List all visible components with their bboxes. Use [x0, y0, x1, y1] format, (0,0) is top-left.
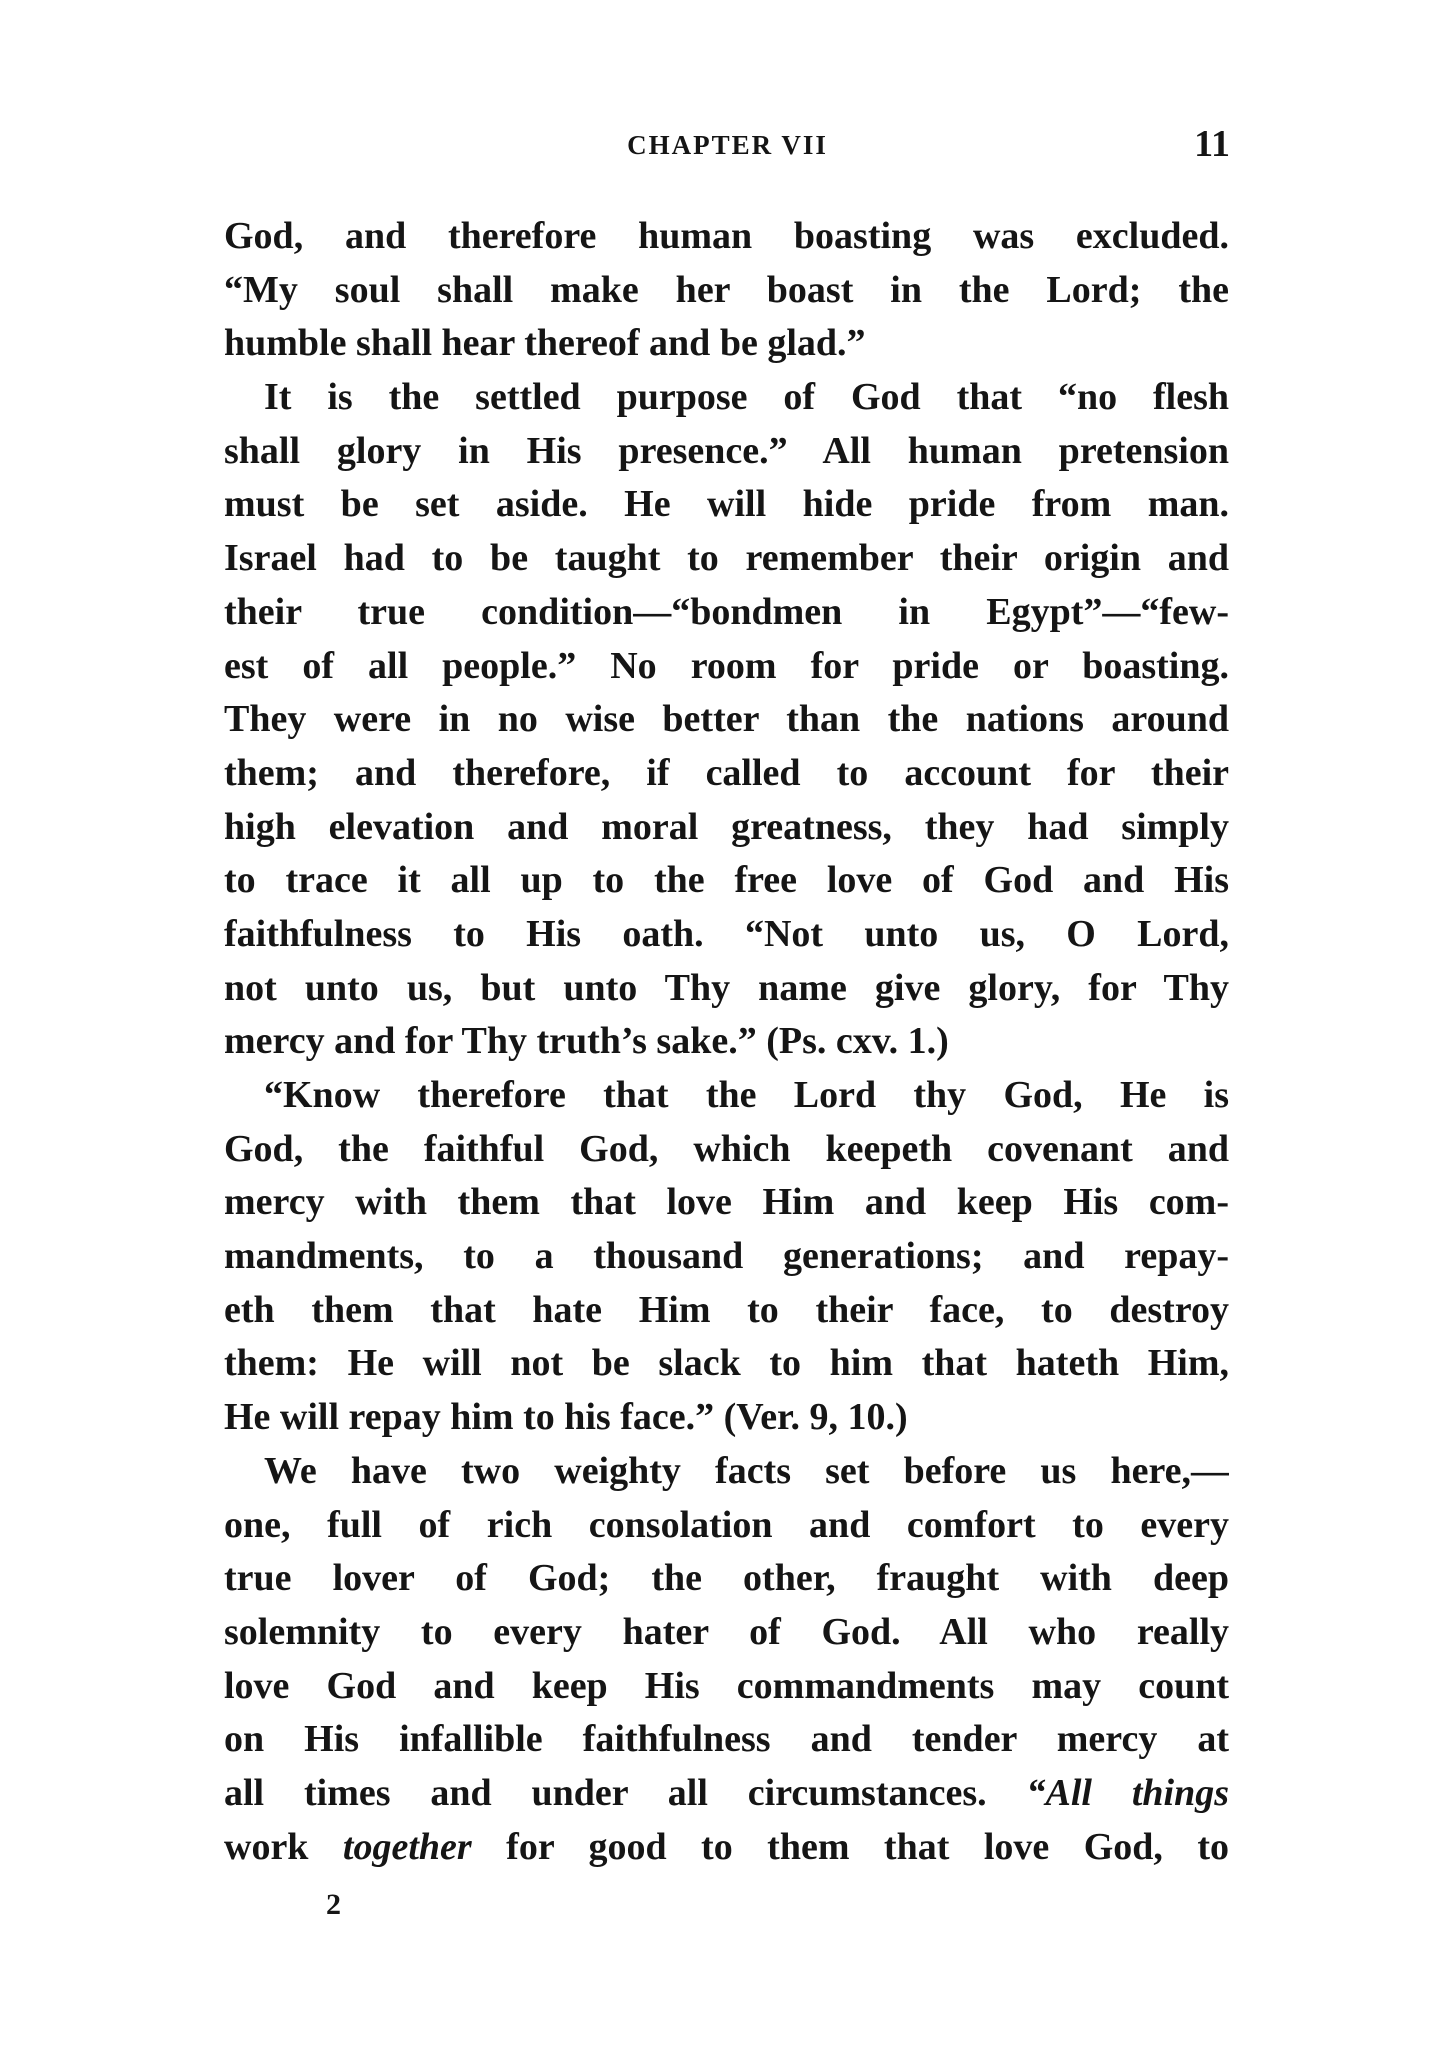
line-text: faithfulness to His oath. “Not unto us, O Lord,: [224, 912, 1229, 955]
text-line: [224, 1660, 1229, 1714]
line-text: God, and therefore human boasting was excluded.: [224, 215, 1229, 257]
signature-mark: 2: [326, 1888, 341, 1921]
text-line: [224, 478, 1229, 532]
text-line: [224, 1821, 1229, 1875]
text-line: [224, 264, 1229, 318]
line-text: them; and therefore, if called to account for their: [224, 751, 1229, 794]
line-text: Israel had to be taught to remember their origin and: [224, 537, 1229, 580]
line-text: humble shall hear thereof and be glad.”: [224, 322, 866, 365]
text-line: [224, 801, 1229, 855]
line-text-tail: for good to them that love God, to: [506, 1825, 1229, 1868]
text-line: [224, 962, 1229, 1016]
text-line: [224, 1391, 1229, 1445]
line-text: on His infallible faithfulness and tender mercy at: [224, 1718, 1229, 1761]
text-line: [224, 908, 1229, 962]
text-line: [224, 371, 1229, 425]
text-line: [224, 210, 1229, 264]
chapter-title: CHAPTER VII: [627, 130, 828, 160]
line-text: solemnity to every hater of God. All who really: [224, 1610, 1229, 1653]
line-text: must be set aside. He will hide pride from man.: [224, 483, 1229, 526]
line-text: shall glory in His presence.” All human pretension: [224, 429, 1229, 472]
text-line: [224, 747, 1229, 801]
body-text: [224, 210, 1229, 1874]
text-line: [224, 1123, 1229, 1177]
line-text: to trace it all up to the free love of God and His: [224, 859, 1229, 902]
text-line: [224, 1445, 1229, 1499]
text-line: [224, 1176, 1229, 1230]
line-text: mercy with them that love Him and keep His com-: [224, 1181, 1229, 1224]
line-text: work: [224, 1825, 309, 1868]
text-line: [224, 1015, 1229, 1069]
text-line: [224, 532, 1229, 586]
line-text: true lover of God; the other, fraught with deep: [224, 1557, 1229, 1600]
line-text: “My soul shall make her boast in the Lord; the: [224, 268, 1229, 311]
line-text: est of all people.” No room for pride or boasting.: [224, 644, 1229, 687]
line-text: They were in no wise better than the nations around: [224, 698, 1229, 741]
text-line: [224, 854, 1229, 908]
line-text: mercy and for Thy truth’s sake.” (Ps. cxv. 1.): [224, 1020, 949, 1063]
text-line: [224, 586, 1229, 640]
line-text: “Know therefore that the Lord thy God, He is: [264, 1074, 1229, 1116]
line-text: one, full of rich consolation and comfort to every: [224, 1503, 1229, 1546]
text-line: [224, 317, 1229, 371]
text-line: [224, 1284, 1229, 1338]
line-text: mandments, to a thousand generations; and repay-: [224, 1235, 1229, 1278]
running-head: [225, 122, 1230, 172]
text-line: [224, 1230, 1229, 1284]
line-text: eth them that hate Him to their face, to destroy: [224, 1288, 1229, 1331]
line-text: their true condition—“bondmen in Egypt”—“few-: [224, 590, 1229, 633]
text-line: [224, 1069, 1229, 1123]
text-line: [224, 425, 1229, 479]
italic-text: together: [342, 1825, 472, 1868]
line-text: all times and under all circumstances.: [224, 1771, 987, 1814]
text-line: [224, 693, 1229, 747]
line-text: not unto us, but unto Thy name give glory, for Thy: [224, 966, 1229, 1009]
line-text: He will repay him to his face.” (Ver. 9, 10.): [224, 1396, 908, 1439]
text-line: [224, 1337, 1229, 1391]
line-text: love God and keep His commandments may count: [224, 1664, 1229, 1707]
line-text: God, the faithful God, which keepeth covenant and: [224, 1127, 1229, 1170]
text-line: [224, 640, 1229, 694]
line-text: It is the settled purpose of God that “no flesh: [264, 376, 1229, 419]
text-line: [224, 1552, 1229, 1606]
line-text: them: He will not be slack to him that hateth Him,: [224, 1342, 1229, 1385]
text-line: [224, 1606, 1229, 1660]
text-line: [224, 1499, 1229, 1553]
page-number: 11: [1194, 123, 1230, 165]
text-line: [224, 1713, 1229, 1767]
line-text: high elevation and moral greatness, they had simply: [224, 805, 1229, 848]
line-text: We have two weighty facts set before us here,—: [264, 1449, 1229, 1492]
text-line: [224, 1767, 1229, 1821]
italic-text: “All things: [1026, 1771, 1229, 1814]
